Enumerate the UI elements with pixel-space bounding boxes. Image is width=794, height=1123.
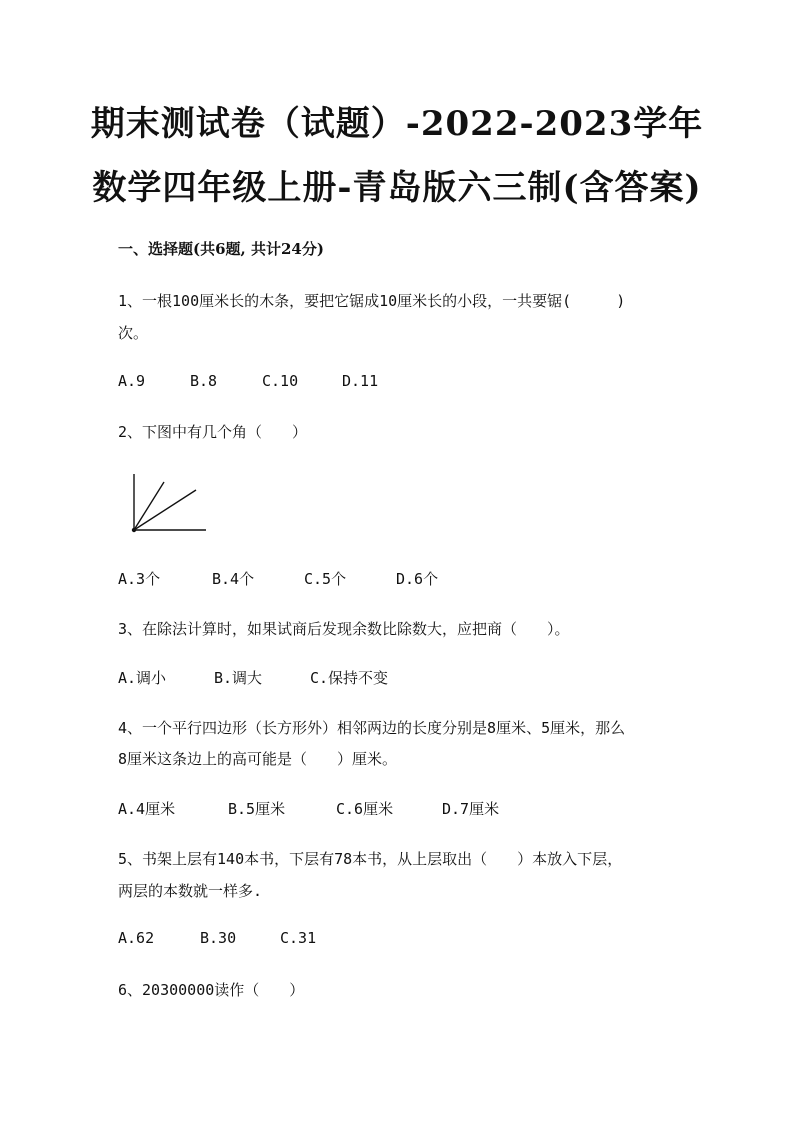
document-title-line-2: 数学四年级上册-青岛版六三制(含答案): [92, 168, 702, 208]
angle-vertex-point: [132, 528, 136, 532]
option-a: A.3个: [118, 570, 161, 588]
option-a: A.4厘米: [118, 800, 176, 818]
question-3-options: [118, 667, 388, 688]
question-3-text: 3、在除法计算时，如果试商后发现余数比除数大，应把商（ ）。: [118, 620, 570, 638]
option-d: D.7厘米: [442, 800, 500, 818]
question-5-options: [118, 929, 316, 947]
option-a: A.62: [118, 929, 155, 947]
angle-ray-steep: [134, 482, 164, 530]
question-6-text: 6、20300000读作（ ）: [118, 981, 305, 999]
option-c: C.10: [262, 372, 299, 390]
section-heading: 一、选择题(共6题, 共计24分): [118, 240, 324, 258]
angle-figure: [128, 470, 212, 536]
angle-ray-shallow: [134, 490, 196, 530]
option-a: A.9: [118, 372, 146, 390]
question-1-text-line-2: 次。: [118, 324, 149, 342]
option-b: B.30: [200, 929, 237, 947]
question-4-text-line-2: 8厘米这条边上的高可能是（ ）厘米。: [118, 750, 398, 768]
option-d: D.11: [342, 372, 379, 390]
option-c: C.5个: [304, 570, 347, 588]
question-2-text: 2、下图中有几个角（ ）: [118, 423, 308, 441]
option-c: C.31: [280, 929, 317, 947]
question-5-text-line-2: 两层的本数就一样多.: [118, 882, 263, 900]
question-4-text-line-1: 4、一个平行四边形（长方形外）相邻两边的长度分别是8厘米、5厘米，那么: [118, 719, 626, 737]
question-2-options: [118, 568, 438, 589]
question-1-text-line-1: 1、一根100厘米长的木条，要把它锯成10厘米长的小段，一共要锯( ): [118, 292, 626, 310]
question-5-text-line-1: 5、书架上层有140本书，下层有78本书，从上层取出（ ）本放入下层，: [118, 850, 623, 868]
option-b: B.5厘米: [228, 800, 286, 818]
option-c: C.6厘米: [336, 800, 394, 818]
option-c: C.保持不变: [310, 669, 389, 687]
option-b: B.4个: [212, 570, 255, 588]
option-a: A.调小: [118, 669, 167, 687]
question-1-options: [118, 372, 378, 390]
question-4-options: [118, 798, 499, 819]
option-b: B.调大: [214, 669, 263, 687]
option-d: D.6个: [396, 570, 439, 588]
document-title-line-1: 期末测试卷（试题）-2022-2023学年: [90, 104, 704, 144]
option-b: B.8: [190, 372, 218, 390]
